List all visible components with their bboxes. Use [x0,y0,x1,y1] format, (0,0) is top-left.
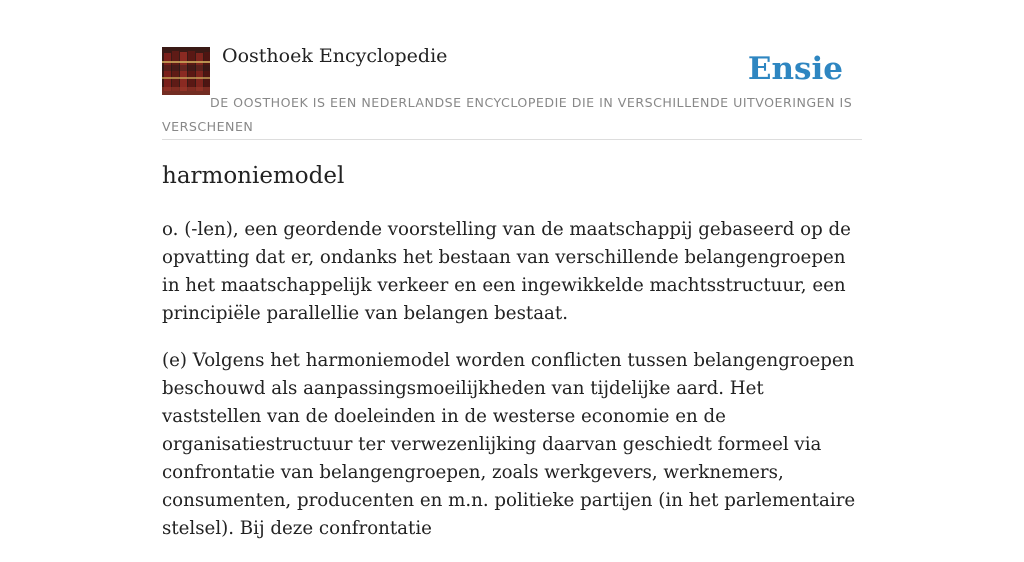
site-title[interactable]: Oosthoek Encyclopedie [222,45,448,67]
tagline: DE OOSTHOEK IS EEN NEDERLANDSE ENCYCLOPEDIE DIE IN VERSCHILLENDE UITVOERINGEN IS VERSCHENEN [162,95,853,134]
article-paragraph: (e) Volgens het harmoniemodel worden conflicten tussen belangengroepen beschouwd als aanpassingsmoeilijkheden van tijdelijke aard. Het vaststellen van de doeleinden in de westerse economie en de organisatiestructuur ter verwezenlijking daarvan geschiedt formeel via confrontatie van belangengroepen, zoals werkgevers, werknemers, consumenten, producenten en m.n. politieke partijen (in het parlementaire stelsel). Bij deze confrontatie [162,350,856,539]
avatar[interactable] [162,47,210,95]
divider [162,139,862,140]
encyclopedia-books-icon [162,47,210,95]
article-paragraph: o. (-len), een geordende voorstelling van de maatschappij gebaseerd op de opvatting dat er, ondanks het bestaan van verschillende belangengroepen in het maatschappelijk verkeer en een ingewikkelde machtsstructuur, een principiële parallellie van belangen bestaat. [162,219,851,324]
headword: harmoniemodel [162,163,345,189]
article-body [162,216,862,562]
page [162,0,862,539]
brand-logo[interactable]: Ensie [747,51,843,87]
